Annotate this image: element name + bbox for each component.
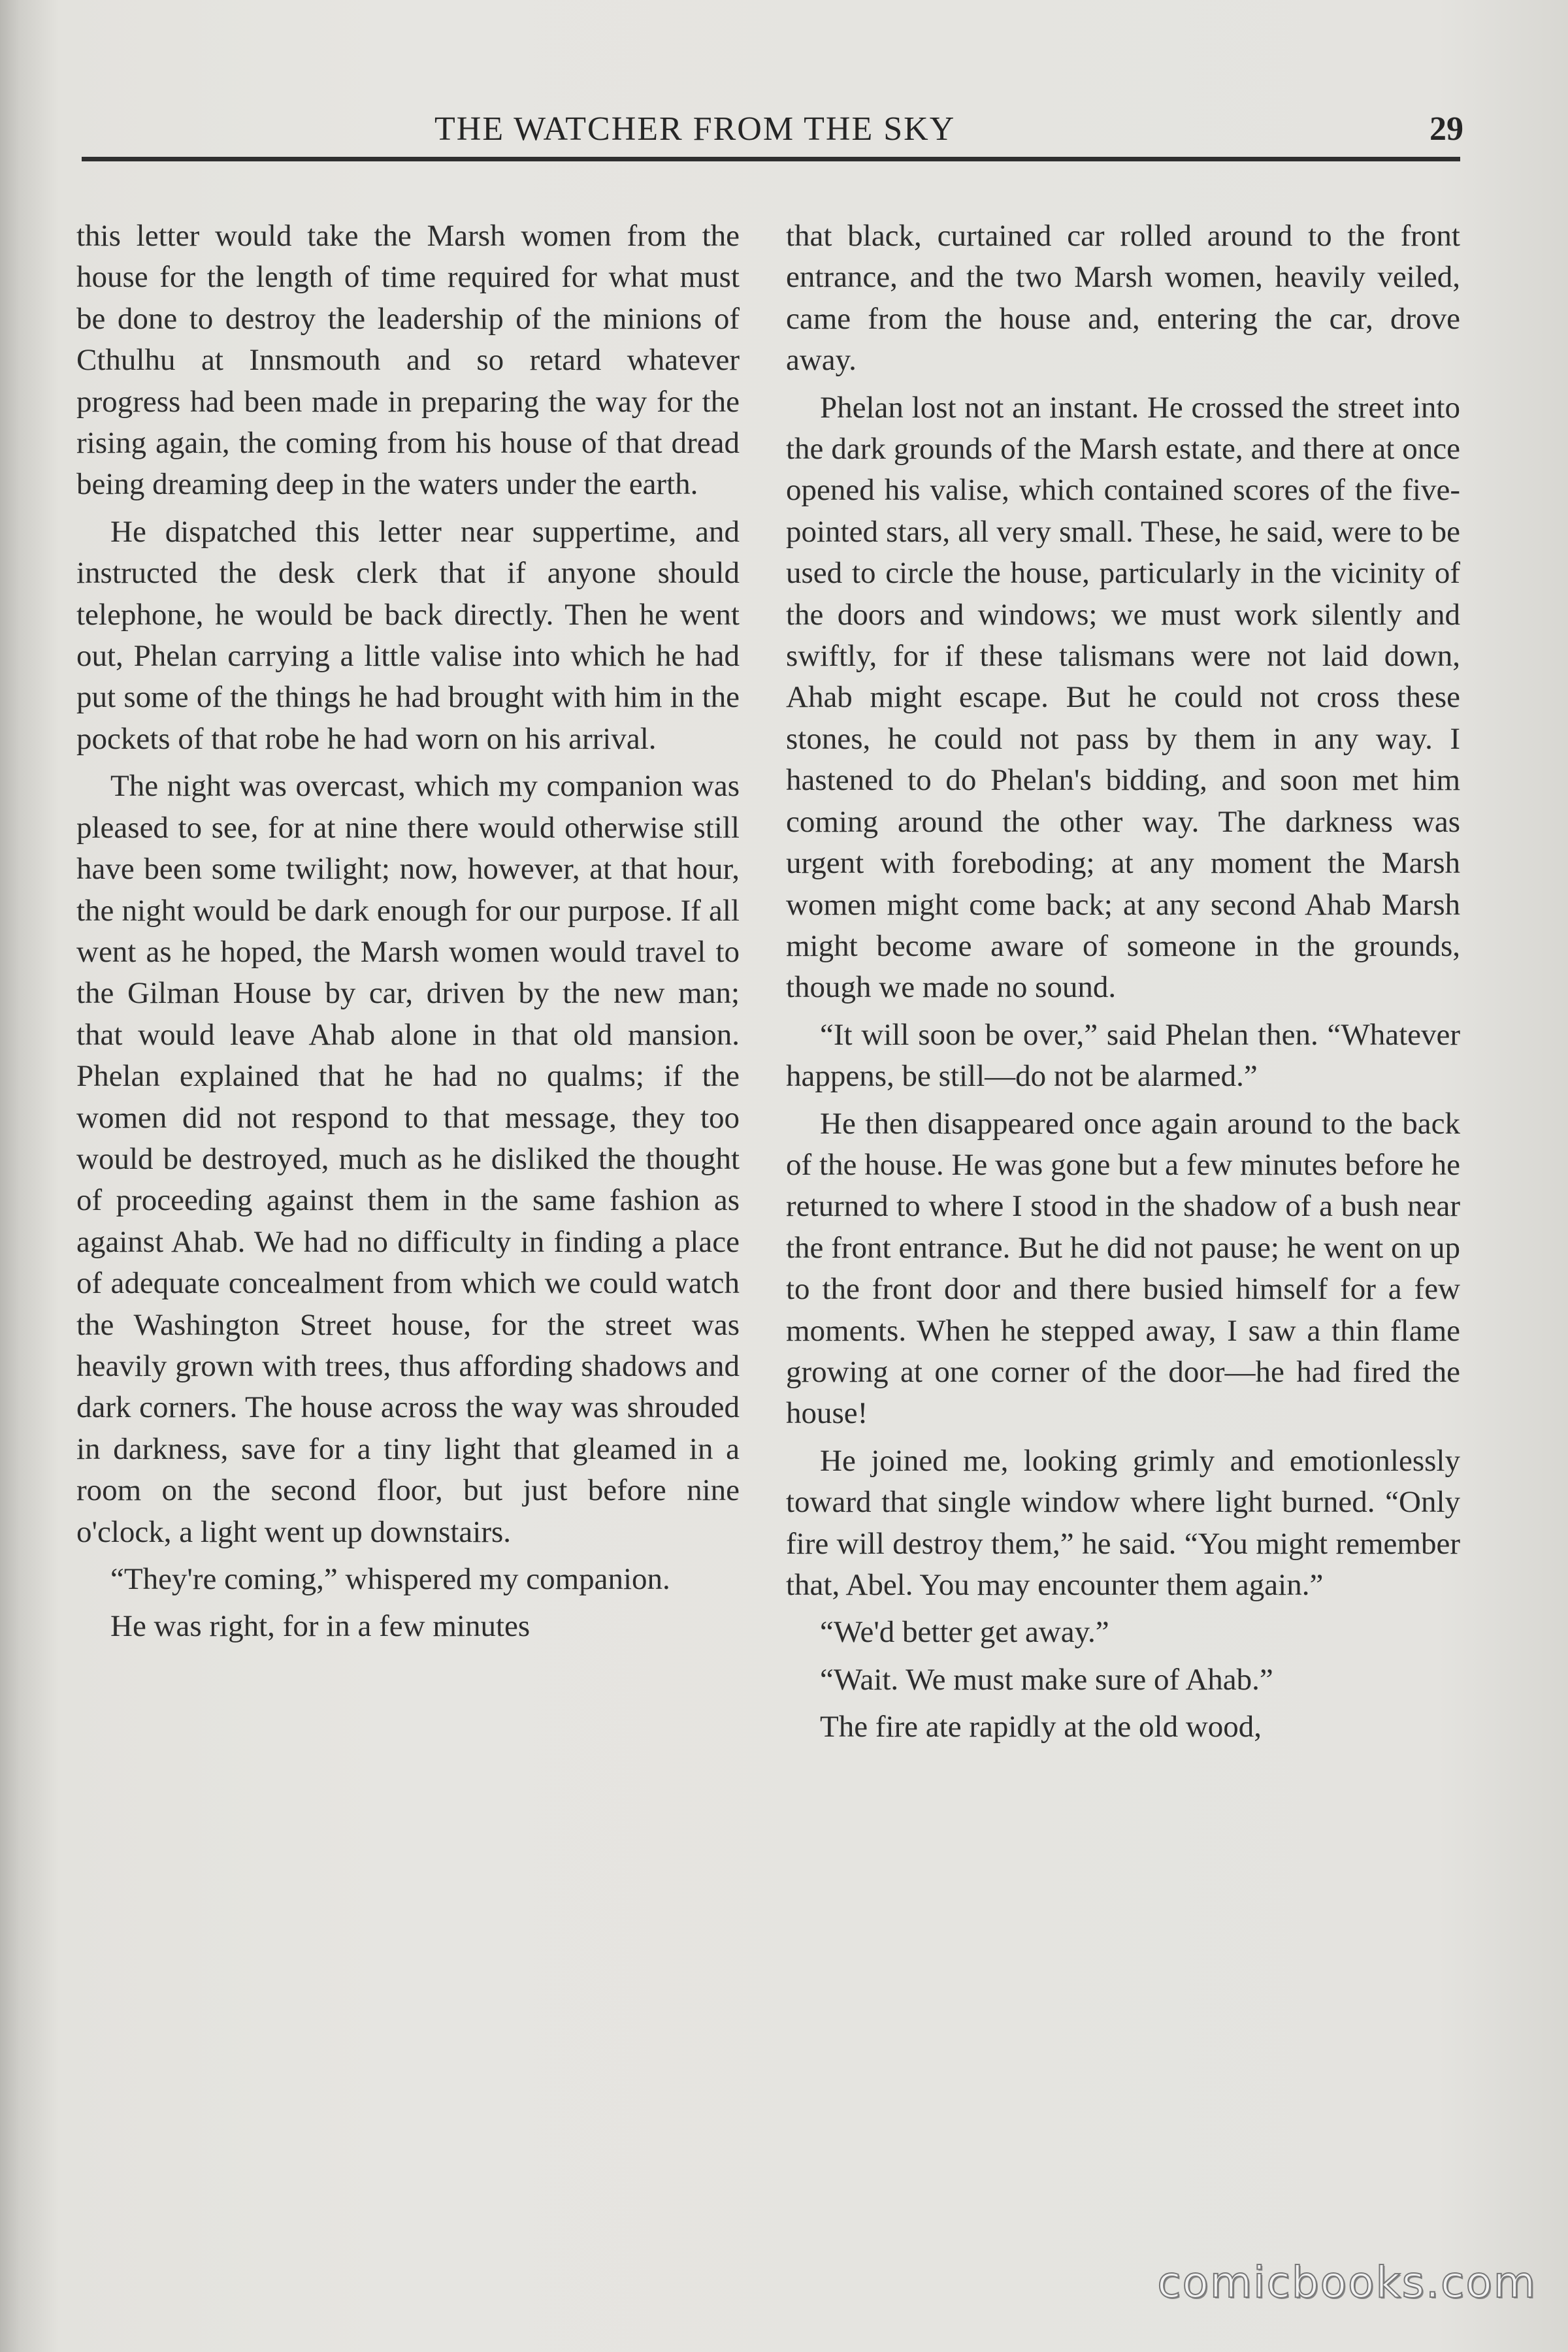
paragraph: “It will soon be over,” said Phelan then. “Whatever happens, be still—do not be alarmed.”	[786, 1017, 1460, 1094]
page-header	[82, 110, 1463, 157]
running-title: THE WATCHER FROM THE SKY	[434, 110, 956, 148]
paragraph: “Wait. We must make sure of Ahab.”	[820, 1662, 1273, 1697]
paragraph: He then disappeared once again around to the back of the house. He was gone but a few minutes before he returned to where I stood in the shadow of a bush near the front entrance. But he did not pause; he went on up to the front door and there busied himself for a few moments. When he stepped away, I saw a thin flame growing at one corner of the door—he had fired the house!	[786, 1106, 1460, 1431]
paragraph: The night was overcast, which my companion was pleased to see, for at nine there would otherwise still have been some twilight; now, however, at that hour, the night would be dark enough for our purpose. If all went as he hoped, the Marsh women would travel to the Gilman House by car, driven by the new man; that would leave Ahab alone in that old mansion. Phelan explained that he had no qualms; if the women did not respond to that message, they too would be destroyed, much as he disliked the thought of proceeding against them in the same fashion as against Ahab. We had no difficulty in finding a place of adequate concealment from which we could watch the Washington Street house, for the street was heavily grown with trees, thus affording shadows and dark corners. The house across the way was shrouded in darkness, save for a tiny light that gleamed in a room on the second floor, but just before nine o'clock, a light went up downstairs.	[76, 769, 740, 1549]
page-number: 29	[1429, 110, 1463, 148]
paragraph: He dispatched this letter near suppertime, and instructed the desk clerk that if anyone should telephone, he would be back directly. Then he went out, Phelan carrying a little valise into which he had put some of the things he had brought with him in the pockets of that robe he had worn on his arrival.	[76, 514, 740, 756]
header-rule	[82, 157, 1460, 161]
left-column	[76, 216, 740, 1654]
right-column	[786, 216, 1460, 1754]
paragraph: He was right, for in a few minutes	[110, 1609, 531, 1644]
paragraph: this letter would take the Marsh women from the house for the length of time required for what must be done to destroy the leadership of the minions of Cthulhu at Innsmouth and so retard whatever progress had been made in preparing the way for the rising again, the coming from his house of that dread being dreaming deep in the waters under the earth.	[76, 219, 740, 502]
paragraph: The fire ate rapidly at the old wood,	[820, 1710, 1262, 1744]
paragraph: He joined me, looking grimly and emotionlessly toward that single window where light burned. “Only fire will destroy them,” he said. “You might remember that, Abel. You may encounter them again.”	[786, 1443, 1460, 1602]
paragraph: that black, curtained car rolled around to the front entrance, and the two Marsh women, heavily veiled, came from the house and, entering the car, drove away.	[786, 219, 1460, 378]
watermark: comicbooks.com	[1157, 2257, 1537, 2308]
paragraph: “They're coming,” whispered my companion.	[110, 1562, 670, 1596]
paragraph: Phelan lost not an instant. He crossed the street into the dark grounds of the Marsh estate, and there at once opened his valise, which contained scores of the five-pointed stars, all very small. These, he said, were to be used to circle the house, particularly in the vicinity of the doors and windows; we must work silently and swiftly, for if these talismans were not laid down, Ahab might escape. But he could not cross these stones, he could not pass by them in any way. I hastened to do Phelan's bidding, and soon met him coming around the other way. The darkness was urgent with foreboding; at any moment the Marsh women might come back; at any second Ahab Marsh might become aware of someone in the grounds, though we made no sound.	[786, 390, 1460, 1005]
paragraph: “We'd better get away.”	[820, 1615, 1109, 1650]
